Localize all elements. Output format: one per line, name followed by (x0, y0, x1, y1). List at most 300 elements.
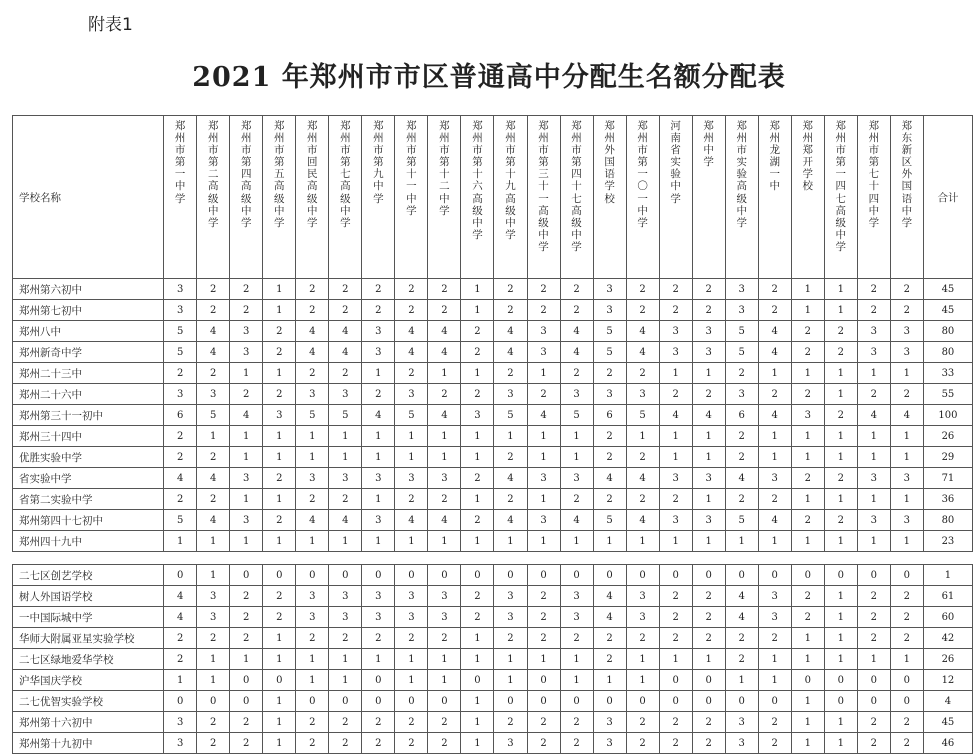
quota-cell: 1 (791, 426, 824, 447)
quota-cell: 2 (527, 300, 560, 321)
quota-cell: 0 (164, 565, 197, 586)
quota-cell: 2 (362, 384, 395, 405)
quota-cell: 1 (395, 531, 428, 552)
quota-cell: 2 (725, 363, 758, 384)
quota-cell: 3 (626, 607, 659, 628)
total-cell: 80 (923, 321, 972, 342)
quota-cell: 1 (560, 670, 593, 691)
total-cell: 1 (923, 565, 972, 586)
quota-cell: 1 (824, 489, 857, 510)
quota-cell: 3 (395, 607, 428, 628)
quota-cell: 2 (857, 712, 890, 733)
quota-cell: 1 (824, 300, 857, 321)
quota-cell: 0 (230, 565, 263, 586)
quota-cell: 2 (890, 733, 923, 754)
quota-cell: 3 (725, 300, 758, 321)
quota-cell: 2 (527, 279, 560, 300)
quota-cell: 2 (395, 733, 428, 754)
quota-cell: 2 (494, 628, 527, 649)
quota-cell: 2 (593, 489, 626, 510)
quota-cell: 1 (824, 384, 857, 405)
quota-cell: 2 (197, 712, 230, 733)
quota-cell: 3 (527, 342, 560, 363)
quota-cell: 1 (362, 447, 395, 468)
table-row (13, 649, 973, 670)
school-name-cell: 沪华国庆学校 (13, 670, 164, 691)
quota-cell: 0 (428, 691, 461, 712)
table-header-row (13, 116, 973, 279)
quota-cell: 4 (296, 321, 329, 342)
quota-cell: 1 (593, 531, 626, 552)
quota-cell: 2 (857, 607, 890, 628)
quota-cell: 0 (296, 565, 329, 586)
column-header-23: 郑 东 新 区 外 国 语 中 学 (890, 116, 923, 279)
quota-cell: 1 (263, 649, 296, 670)
column-header-5: 郑 州 市 回 民 高 级 中 学 (296, 116, 329, 279)
quota-cell: 1 (824, 426, 857, 447)
column-header-11: 郑 州 市 第 十 九 高 级 中 学 (494, 116, 527, 279)
quota-cell: 1 (692, 489, 725, 510)
quota-cell: 0 (758, 691, 791, 712)
school-name-cell: 二七优智实验学校 (13, 691, 164, 712)
quota-cell: 1 (527, 363, 560, 384)
quota-cell: 3 (890, 468, 923, 489)
quota-cell: 2 (461, 468, 494, 489)
quota-cell: 3 (527, 321, 560, 342)
quota-cell: 3 (329, 586, 362, 607)
quota-cell: 2 (692, 607, 725, 628)
quota-cell: 4 (626, 321, 659, 342)
quota-cell: 1 (428, 649, 461, 670)
table-row (13, 468, 973, 489)
quota-cell: 5 (725, 342, 758, 363)
quota-cell: 4 (164, 468, 197, 489)
column-header-21: 郑 州 市 第 一 四 七 高 级 中 学 (824, 116, 857, 279)
quota-cell: 5 (164, 342, 197, 363)
quota-cell: 3 (758, 607, 791, 628)
table-row (13, 712, 973, 733)
quota-cell: 2 (296, 628, 329, 649)
quota-cell: 4 (197, 510, 230, 531)
quota-cell: 2 (428, 733, 461, 754)
quota-cell: 0 (329, 565, 362, 586)
column-header-20: 郑 州 郑 开 学 校 (791, 116, 824, 279)
quota-cell: 1 (527, 649, 560, 670)
quota-cell: 1 (329, 531, 362, 552)
quota-cell: 3 (560, 586, 593, 607)
quota-cell: 2 (494, 447, 527, 468)
quota-cell: 4 (428, 510, 461, 531)
quota-cell: 1 (890, 447, 923, 468)
quota-cell: 2 (791, 342, 824, 363)
quota-cell: 3 (428, 468, 461, 489)
quota-cell: 2 (461, 586, 494, 607)
quota-cell: 6 (593, 405, 626, 426)
quota-cell: 4 (197, 342, 230, 363)
quota-cell: 1 (197, 531, 230, 552)
quota-cell: 3 (857, 468, 890, 489)
quota-cell: 3 (164, 712, 197, 733)
quota-cell: 2 (428, 712, 461, 733)
school-name-cell: 郑州第十九初中 (13, 733, 164, 754)
school-name-cell: 一中国际城中学 (13, 607, 164, 628)
quota-cell: 1 (461, 489, 494, 510)
quota-cell: 2 (791, 321, 824, 342)
quota-cell: 1 (560, 531, 593, 552)
quota-cell: 1 (791, 712, 824, 733)
quota-cell: 5 (725, 321, 758, 342)
quota-cell: 1 (461, 447, 494, 468)
quota-cell: 2 (758, 384, 791, 405)
quota-cell: 2 (296, 300, 329, 321)
quota-cell: 2 (791, 384, 824, 405)
table-row (13, 342, 973, 363)
quota-cell: 2 (659, 628, 692, 649)
quota-cell: 2 (560, 489, 593, 510)
quota-cell: 3 (857, 321, 890, 342)
quota-cell: 2 (230, 586, 263, 607)
quota-cell: 2 (824, 321, 857, 342)
quota-cell: 1 (725, 670, 758, 691)
quota-cell: 2 (197, 489, 230, 510)
quota-cell: 2 (692, 628, 725, 649)
total-cell: 61 (923, 586, 972, 607)
quota-cell: 1 (230, 426, 263, 447)
quota-cell: 0 (857, 691, 890, 712)
quota-cell: 2 (296, 489, 329, 510)
quota-cell: 3 (890, 321, 923, 342)
quota-cell: 1 (626, 670, 659, 691)
quota-cell: 2 (791, 468, 824, 489)
quota-cell: 3 (758, 586, 791, 607)
quota-cell: 1 (230, 447, 263, 468)
quota-cell: 0 (890, 691, 923, 712)
quota-cell: 2 (461, 510, 494, 531)
quota-cell: 2 (296, 712, 329, 733)
column-header-12: 郑 州 市 第 三 十 一 高 级 中 学 (527, 116, 560, 279)
quota-cell: 3 (230, 468, 263, 489)
quota-cell: 0 (824, 691, 857, 712)
quota-cell: 1 (362, 426, 395, 447)
quota-cell: 2 (494, 489, 527, 510)
page-title: 2021 年郑州市市区普通高中分配生名额分配表 (192, 62, 786, 93)
quota-cell: 2 (494, 363, 527, 384)
quota-cell: 2 (824, 510, 857, 531)
quota-cell: 5 (593, 510, 626, 531)
school-name-cell: 省实验中学 (13, 468, 164, 489)
column-header-4: 郑 州 市 第 五 高 级 中 学 (263, 116, 296, 279)
quota-cell: 2 (164, 447, 197, 468)
total-cell: 80 (923, 342, 972, 363)
quota-cell: 2 (593, 363, 626, 384)
quota-cell: 1 (329, 426, 362, 447)
quota-cell: 1 (263, 489, 296, 510)
quota-cell: 1 (461, 649, 494, 670)
quota-cell: 1 (263, 426, 296, 447)
quota-cell: 2 (197, 447, 230, 468)
quota-cell: 1 (791, 691, 824, 712)
quota-cell: 2 (692, 300, 725, 321)
quota-cell: 2 (890, 300, 923, 321)
column-header-6: 郑 州 市 第 七 高 级 中 学 (329, 116, 362, 279)
quota-cell: 3 (659, 468, 692, 489)
quota-cell: 4 (395, 510, 428, 531)
quota-cell: 2 (263, 384, 296, 405)
quota-cell: 2 (362, 712, 395, 733)
quota-cell: 2 (725, 489, 758, 510)
quota-cell: 3 (230, 510, 263, 531)
quota-cell: 1 (428, 426, 461, 447)
quota-cell: 0 (263, 670, 296, 691)
quota-cell: 2 (560, 712, 593, 733)
quota-cell: 4 (197, 321, 230, 342)
quota-cell: 3 (791, 405, 824, 426)
quota-cell: 1 (626, 531, 659, 552)
quota-cell: 0 (230, 691, 263, 712)
quota-cell: 2 (626, 300, 659, 321)
quota-cell: 3 (593, 384, 626, 405)
quota-cell: 4 (626, 468, 659, 489)
quota-cell: 2 (626, 363, 659, 384)
quota-cell: 3 (395, 384, 428, 405)
quota-cell: 1 (692, 447, 725, 468)
quota-cell: 2 (692, 586, 725, 607)
quota-cell: 1 (296, 426, 329, 447)
total-cell: 33 (923, 363, 972, 384)
column-header-7: 郑 州 市 第 九 中 学 (362, 116, 395, 279)
quota-cell: 4 (428, 342, 461, 363)
quota-cell: 4 (626, 510, 659, 531)
quota-cell: 3 (725, 733, 758, 754)
quota-cell: 4 (560, 321, 593, 342)
quota-cell: 1 (494, 426, 527, 447)
quota-cell: 2 (428, 300, 461, 321)
appendix-label: 附表1 (88, 15, 133, 35)
quota-cell: 1 (230, 649, 263, 670)
quota-cell: 5 (197, 405, 230, 426)
quota-cell: 4 (758, 342, 791, 363)
quota-cell: 1 (395, 649, 428, 670)
quota-cell: 1 (362, 531, 395, 552)
quota-cell: 3 (692, 468, 725, 489)
column-header-22: 郑 州 市 第 七 十 四 中 学 (857, 116, 890, 279)
quota-cell: 1 (593, 670, 626, 691)
quota-cell: 2 (560, 363, 593, 384)
quota-cell: 2 (230, 279, 263, 300)
quota-cell: 1 (758, 447, 791, 468)
quota-cell: 1 (758, 649, 791, 670)
quota-cell: 2 (824, 405, 857, 426)
school-name-cell: 郑州四十九中 (13, 531, 164, 552)
quota-cell: 1 (659, 363, 692, 384)
quota-cell: 1 (197, 565, 230, 586)
quota-cell: 3 (296, 607, 329, 628)
quota-cell: 5 (593, 321, 626, 342)
quota-cell: 3 (659, 342, 692, 363)
table-body (13, 279, 973, 754)
quota-cell: 2 (890, 628, 923, 649)
quota-cell: 1 (692, 426, 725, 447)
quota-cell: 4 (758, 510, 791, 531)
school-name-cell: 郑州第六初中 (13, 279, 164, 300)
column-header-1: 郑 州 市 第 一 中 学 (164, 116, 197, 279)
quota-cell: 3 (197, 586, 230, 607)
quota-cell: 2 (890, 279, 923, 300)
quota-cell: 2 (263, 510, 296, 531)
quota-cell: 1 (329, 447, 362, 468)
quota-cell: 2 (230, 733, 263, 754)
quota-cell: 4 (494, 510, 527, 531)
quota-cell: 5 (164, 510, 197, 531)
column-header-9: 郑 州 市 第 十 二 中 学 (428, 116, 461, 279)
quota-cell: 1 (824, 586, 857, 607)
quota-cell: 2 (560, 279, 593, 300)
quota-cell: 0 (197, 691, 230, 712)
quota-cell: 3 (857, 510, 890, 531)
quota-cell: 4 (494, 342, 527, 363)
quota-cell: 2 (329, 733, 362, 754)
quota-cell: 1 (791, 733, 824, 754)
quota-cell: 1 (527, 447, 560, 468)
quota-cell: 3 (857, 342, 890, 363)
school-name-cell: 郑州第七初中 (13, 300, 164, 321)
total-cell: 80 (923, 510, 972, 531)
quota-cell: 2 (593, 628, 626, 649)
total-cell: 12 (923, 670, 972, 691)
quota-cell: 1 (461, 531, 494, 552)
quota-cell: 3 (329, 384, 362, 405)
quota-cell: 4 (725, 607, 758, 628)
quota-cell: 2 (725, 649, 758, 670)
quota-cell: 6 (164, 405, 197, 426)
school-name-cell: 郑州第四十七初中 (13, 510, 164, 531)
total-cell: 26 (923, 426, 972, 447)
quota-cell: 2 (659, 712, 692, 733)
quota-cell: 2 (395, 363, 428, 384)
quota-cell: 3 (263, 405, 296, 426)
quota-cell: 2 (560, 733, 593, 754)
quota-cell: 2 (362, 733, 395, 754)
quota-cell: 1 (164, 670, 197, 691)
quota-cell: 4 (362, 405, 395, 426)
quota-cell: 1 (461, 691, 494, 712)
quota-cell: 2 (263, 607, 296, 628)
quota-cell: 2 (560, 300, 593, 321)
quota-cell: 1 (362, 489, 395, 510)
quota-cell: 3 (230, 342, 263, 363)
quota-cell: 2 (890, 712, 923, 733)
school-name-cell: 郑州第三十一初中 (13, 405, 164, 426)
quota-cell: 3 (692, 342, 725, 363)
quota-cell: 3 (362, 468, 395, 489)
total-cell: 45 (923, 300, 972, 321)
quota-cell: 2 (857, 384, 890, 405)
quota-cell: 2 (362, 300, 395, 321)
quota-cell: 1 (527, 531, 560, 552)
table-row (13, 321, 973, 342)
table-row (13, 628, 973, 649)
column-header-16: 河 南 省 实 验 中 学 (659, 116, 692, 279)
total-cell: 26 (923, 649, 972, 670)
quota-cell: 2 (527, 384, 560, 405)
quota-cell: 3 (527, 510, 560, 531)
column-header-2: 郑 州 市 第 二 高 级 中 学 (197, 116, 230, 279)
total-cell: 45 (923, 279, 972, 300)
quota-cell: 2 (329, 363, 362, 384)
quota-cell: 2 (230, 384, 263, 405)
quota-cell: 1 (758, 670, 791, 691)
total-cell: 60 (923, 607, 972, 628)
quota-cell: 3 (395, 468, 428, 489)
table-row (13, 363, 973, 384)
quota-cell: 1 (857, 426, 890, 447)
quota-cell: 3 (494, 733, 527, 754)
quota-cell: 0 (824, 565, 857, 586)
quota-cell: 3 (593, 733, 626, 754)
quota-cell: 0 (362, 565, 395, 586)
quota-cell: 1 (263, 733, 296, 754)
quota-cell: 1 (197, 426, 230, 447)
quota-cell: 1 (263, 447, 296, 468)
quota-cell: 4 (659, 405, 692, 426)
quota-cell: 4 (494, 321, 527, 342)
total-cell: 55 (923, 384, 972, 405)
quota-cell: 2 (494, 712, 527, 733)
quota-cell: 2 (890, 586, 923, 607)
quota-cell: 4 (164, 586, 197, 607)
quota-cell: 2 (758, 300, 791, 321)
quota-cell: 2 (857, 628, 890, 649)
quota-cell: 1 (824, 712, 857, 733)
quota-cell: 1 (791, 531, 824, 552)
quota-cell: 3 (494, 384, 527, 405)
quota-cell: 2 (890, 607, 923, 628)
quota-cell: 2 (659, 489, 692, 510)
quota-cell: 4 (395, 321, 428, 342)
quota-cell: 2 (824, 342, 857, 363)
quota-cell: 3 (890, 510, 923, 531)
quota-cell: 2 (791, 586, 824, 607)
quota-cell: 1 (560, 649, 593, 670)
quota-cell: 3 (659, 510, 692, 531)
quota-cell: 4 (527, 405, 560, 426)
quota-cell: 2 (428, 628, 461, 649)
quota-cell: 0 (527, 691, 560, 712)
quota-cell: 0 (791, 670, 824, 691)
quota-cell: 4 (593, 586, 626, 607)
quota-cell: 3 (164, 384, 197, 405)
quota-cell: 1 (824, 733, 857, 754)
quota-cell: 1 (164, 531, 197, 552)
table-row (13, 607, 973, 628)
quota-cell: 2 (692, 384, 725, 405)
quota-cell: 2 (428, 384, 461, 405)
quota-cell: 2 (725, 426, 758, 447)
quota-cell: 2 (164, 363, 197, 384)
quota-cell: 2 (395, 279, 428, 300)
school-name-cell: 华师大附属亚星实验学校 (13, 628, 164, 649)
quota-cell: 2 (461, 342, 494, 363)
quota-cell: 0 (494, 691, 527, 712)
quota-cell: 0 (725, 565, 758, 586)
quota-cell: 2 (692, 733, 725, 754)
quota-cell: 4 (758, 405, 791, 426)
quota-cell: 1 (857, 649, 890, 670)
quota-cell: 2 (296, 363, 329, 384)
quota-cell: 1 (791, 279, 824, 300)
quota-cell: 3 (593, 712, 626, 733)
table-row (13, 426, 973, 447)
